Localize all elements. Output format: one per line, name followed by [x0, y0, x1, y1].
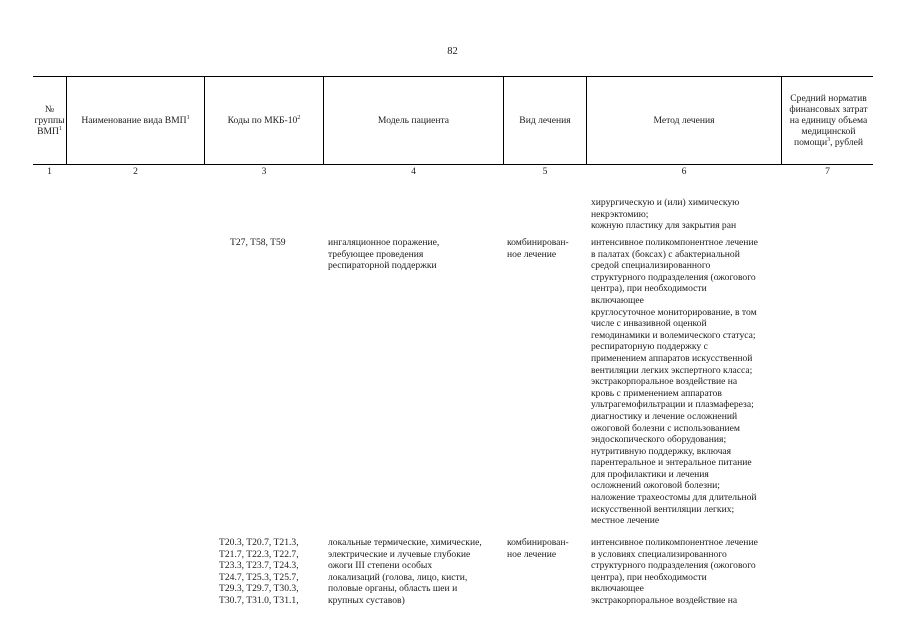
page-number: 82: [447, 46, 458, 57]
row-1-treatment-type: комбинирован- ное лечение: [507, 237, 569, 260]
table-top-rule: [33, 76, 873, 77]
column-number: 7: [825, 166, 830, 177]
header-group-number: № группы ВМП$^1$: [34, 103, 65, 137]
column-number: 1: [47, 166, 52, 177]
column-number: 5: [542, 166, 548, 177]
header-vmp-name: Наименование вида ВМП$^1$: [81, 114, 190, 126]
column-number: 6: [681, 166, 687, 177]
column-divider: [781, 76, 782, 164]
header-treatment-type: Вид лечения: [519, 114, 571, 126]
row-2-treatment-method: интенсивное поликомпонентное лечение в условиях специализированного структурного подразделения (ожогового центра), при необходимости включающее экстракорпоральное воздействие на: [591, 537, 758, 606]
continued-treatment-method: хирургическую и (или) химическую некрэктомию; кожную пластику для закрытия ран: [591, 197, 740, 232]
column-number: 3: [261, 166, 267, 177]
row-1-icd-codes: T27, T58, T59: [230, 237, 286, 248]
row-1-treatment-method: интенсивное поликомпонентное лечение в палатах (боксах) с абактериальной средой специализированного структурного подразделения (ожогового центра), при необходимости включающее круглосуточное мониторирование, в том числе с инвазивной оценкой гемодинамики и волемического статуса; респираторную поддержку с применением аппаратов искусственной вентиляции легких экспертного класса; экстракорпоральное воздействие на кровь с применением аппаратов ультрагемофильтрации и плазмафереза; диагностику и лечение осложнений ожоговой болезни с использованием эндоскопического оборудования; нутритивную поддержку, включая парентеральное и энтеральное питание для профилактики и лечения осложнений ожоговой болезни; наложение трахеостомы для длительной искусственной вентиляции легких; местное лечение: [591, 237, 758, 527]
header-treatment-method: Метод лечения: [653, 114, 715, 126]
column-number: 4: [411, 166, 416, 177]
row-1-patient-model: ингаляционное поражение, требующее проведения респираторной поддержки: [328, 237, 440, 272]
row-2-icd-codes: T20.3, T20.7, T21.3, T21.7, T22.3, T22.7, T23.3, T23.7, T24.3, T24.7, T25.3, T25.7, T29.3, T29.7, T30.3, T30.7, T31.0, T31.1,: [219, 537, 299, 606]
header-patient-model: Модель пациента: [377, 114, 450, 126]
row-2-treatment-type: комбинирован- ное лечение: [507, 537, 569, 560]
header-bottom-rule: [33, 164, 873, 165]
header-cost-standard: Средний норматив финансовых затрат на единицу объема медицинской помощи$^3$, рублей: [789, 92, 868, 148]
row-2-patient-model: локальные термические, химические, электрические и лучевые глубокие ожоги III степени особых локализаций (голова, лицо, кисти, половые органы, область шеи и крупных суставов): [328, 537, 482, 606]
header-icd-codes: Коды по МКБ-$10^2$: [227, 114, 301, 126]
column-number: 2: [133, 166, 138, 177]
